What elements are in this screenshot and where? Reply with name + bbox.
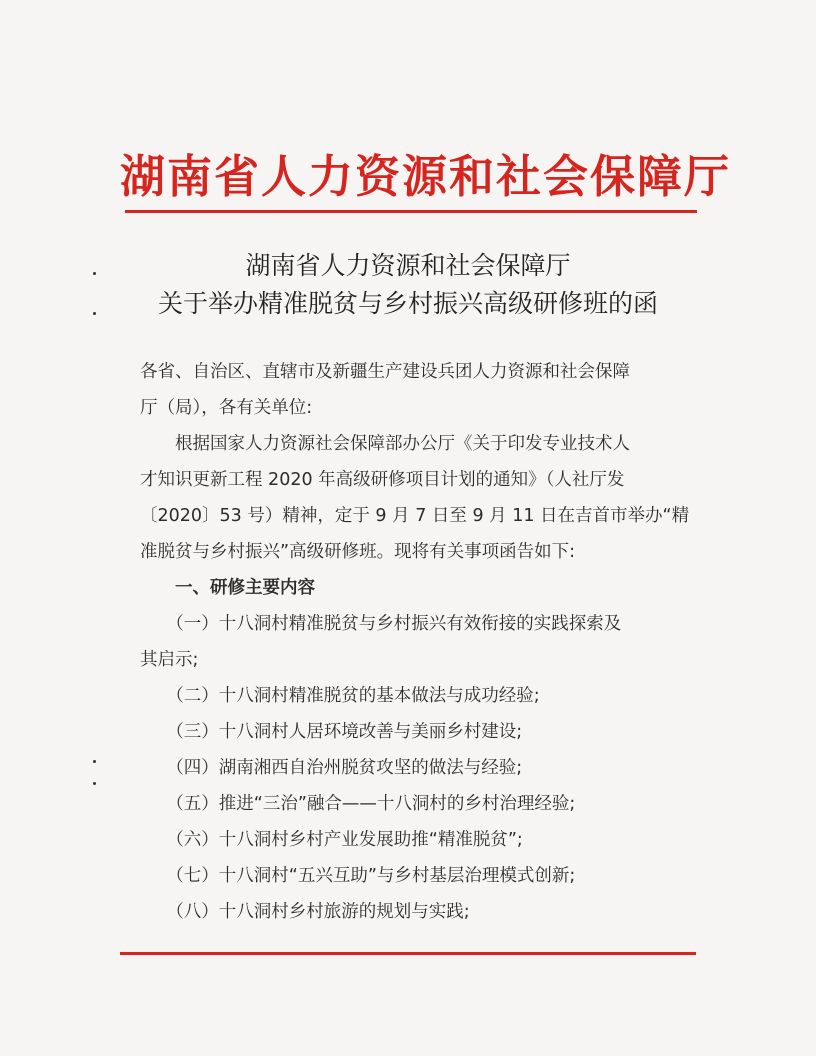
footer-red-rule <box>120 952 696 955</box>
list-item: （四）湖南湘西自治州脱贫攻坚的做法与经验; <box>140 758 523 778</box>
list-item: （五）推进“三治”融合——十八洞村的乡村治理经验; <box>140 794 576 814</box>
document-title-line-1: 湖南省人力资源和社会保障厅 <box>245 251 571 280</box>
binding-mark <box>93 782 96 785</box>
list-item: （二）十八洞村精准脱贫的基本做法与成功经验; <box>140 686 540 706</box>
list-item: （七）十八洞村“五兴互助”与乡村基层治理模式创新; <box>140 866 576 886</box>
binding-mark <box>93 312 96 315</box>
intro-paragraph-line: 〔2020〕53 号）精神，定于 9 月 7 日至 9 月 11 日在吉首市举办“精 <box>140 506 690 526</box>
intro-paragraph-line: 根据国家人力资源社会保障部办公厅《关于印发专业技术人 <box>140 434 630 454</box>
intro-paragraph-line: 才知识更新工程 2020 年高级研修项目计划的通知》（人社厅发 <box>140 470 625 490</box>
document-title-line-2: 关于举办精准脱贫与乡村振兴高级研修班的函 <box>157 289 658 318</box>
list-item: （一）十八洞村精准脱贫与乡村振兴有效衔接的实践探索及 <box>140 614 622 634</box>
list-item: （八）十八洞村乡村旅游的规划与实践; <box>140 902 470 922</box>
list-item: 其启示; <box>140 650 199 670</box>
list-item: （六）十八洞村乡村产业发展助推“精准脱贫”; <box>140 830 523 850</box>
section-heading: 一、研修主要内容 <box>140 578 315 598</box>
intro-paragraph-line: 准脱贫与乡村振兴”高级研修班。现将有关事项函告如下: <box>140 542 575 562</box>
salutation-line: 各省、自治区、直辖市及新疆生产建设兵团人力资源和社会保障 <box>140 362 630 382</box>
salutation-line: 厅（局），各有关单位: <box>140 398 313 418</box>
binding-mark <box>93 760 96 763</box>
list-item: （三）十八洞村人居环境改善与美丽乡村建设; <box>140 722 523 742</box>
binding-mark <box>93 272 96 275</box>
org-letterhead: 湖南省人力资源和社会保障厅 <box>120 150 732 203</box>
letterhead-red-rule <box>125 210 697 213</box>
